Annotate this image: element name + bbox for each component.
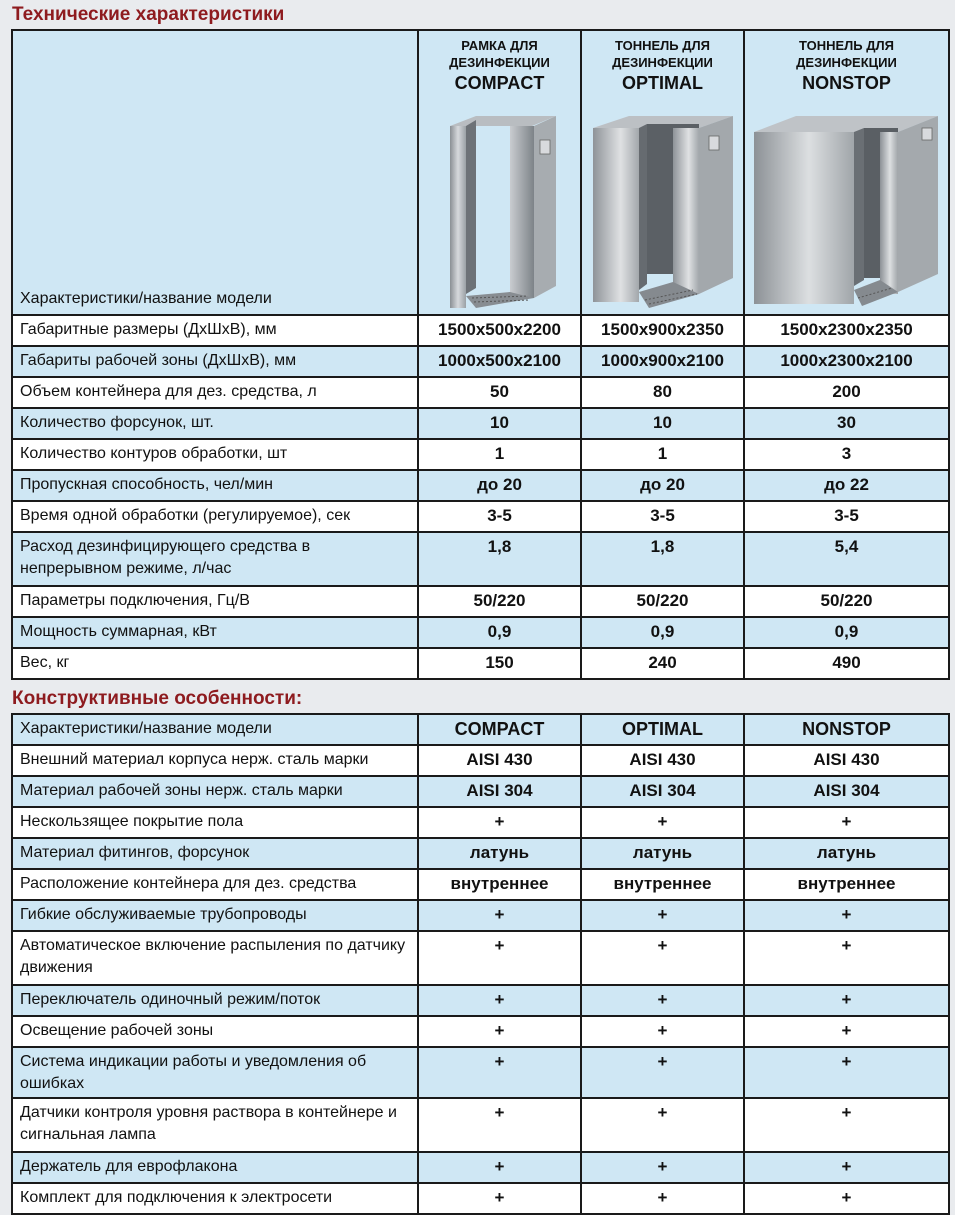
- row-value: +: [581, 985, 744, 1016]
- row-value: латунь: [581, 838, 744, 869]
- row-value: +: [418, 807, 581, 838]
- row-label: Объем контейнера для дез. средства, л: [12, 377, 418, 408]
- row-value: 490: [744, 648, 949, 679]
- row-value: AISI 304: [418, 776, 581, 807]
- row-value: внутреннее: [744, 869, 949, 900]
- table-row: [12, 617, 949, 648]
- row-value: AISI 304: [581, 776, 744, 807]
- table-row: [12, 532, 949, 586]
- model-name: NONSTOP: [744, 714, 949, 745]
- table-row: [12, 470, 949, 501]
- row-value: +: [744, 931, 949, 985]
- table-row: [12, 377, 949, 408]
- model-nonstop-header: [744, 30, 949, 315]
- table-row: [12, 869, 949, 900]
- row-value: +: [418, 1183, 581, 1214]
- table-row: [12, 1183, 949, 1214]
- row-label: Нескользящее покрытие пола: [12, 807, 418, 838]
- table-row: [12, 346, 949, 377]
- row-label: Количество форсунок, шт.: [12, 408, 418, 439]
- table-row: [12, 315, 949, 346]
- row-label: Автоматическое включение распыления по датчику движения: [12, 931, 418, 985]
- row-value: +: [581, 1183, 744, 1214]
- table-row: [12, 648, 949, 679]
- row-value: +: [744, 985, 949, 1016]
- row-value: +: [418, 1016, 581, 1047]
- row-value: 1: [418, 439, 581, 470]
- model-type: ТОННЕЛЬ ДЛЯ ДЕЗИНФЕКЦИИ: [796, 38, 897, 70]
- header-label: Характеристики/название модели: [12, 714, 418, 745]
- row-label: Параметры подключения, Гц/В: [12, 586, 418, 617]
- table-row: [12, 807, 949, 838]
- row-value: до 20: [581, 470, 744, 501]
- row-label: Освещение рабочей зоны: [12, 1016, 418, 1047]
- row-value: +: [581, 900, 744, 931]
- model-compact-header: [418, 30, 581, 315]
- header-label: Характеристики/название модели: [12, 30, 418, 315]
- row-value: +: [744, 1047, 949, 1098]
- row-value: до 20: [418, 470, 581, 501]
- optimal-tunnel-image: [582, 114, 743, 310]
- row-value: 0,9: [744, 617, 949, 648]
- row-label: Переключатель одиночный режим/поток: [12, 985, 418, 1016]
- row-label: Комплект для подключения к электросети: [12, 1183, 418, 1214]
- table-row: [12, 1098, 949, 1152]
- row-label: Держатель для еврофлакона: [12, 1152, 418, 1183]
- row-value: 50: [418, 377, 581, 408]
- row-label: Пропускная способность, чел/мин: [12, 470, 418, 501]
- table-row: [12, 838, 949, 869]
- row-value: 80: [581, 377, 744, 408]
- row-value: +: [418, 900, 581, 931]
- row-value: 5,4: [744, 532, 949, 586]
- table-row: [12, 931, 949, 985]
- model-name: OPTIMAL: [581, 714, 744, 745]
- row-value: 1,8: [581, 532, 744, 586]
- row-label: Время одной обработки (регулируемое), сек: [12, 501, 418, 532]
- table-row: [12, 1152, 949, 1183]
- row-value: +: [744, 1183, 949, 1214]
- row-value: 1500х2300х2350: [744, 315, 949, 346]
- row-value: 3-5: [744, 501, 949, 532]
- row-label: Датчики контроля уровня раствора в контейнере и сигнальная лампа: [12, 1098, 418, 1152]
- row-value: +: [581, 1098, 744, 1152]
- row-value: 240: [581, 648, 744, 679]
- row-value: AISI 304: [744, 776, 949, 807]
- row-label: Внешний материал корпуса нерж. сталь марки: [12, 745, 418, 776]
- row-value: 1000х500х2100: [418, 346, 581, 377]
- row-value: +: [418, 1152, 581, 1183]
- row-value: +: [744, 900, 949, 931]
- row-value: +: [418, 1047, 581, 1098]
- row-label: Гибкие обслуживаемые трубопроводы: [12, 900, 418, 931]
- row-value: 1: [581, 439, 744, 470]
- tech-section-title: Технические характеристики: [12, 4, 285, 25]
- row-value: 50/220: [744, 586, 949, 617]
- model-name: NONSTOP: [802, 73, 891, 93]
- row-value: до 22: [744, 470, 949, 501]
- row-value: +: [744, 807, 949, 838]
- row-label: Материал фитингов, форсунок: [12, 838, 418, 869]
- row-label: Материал рабочей зоны нерж. сталь марки: [12, 776, 418, 807]
- table-row: [12, 501, 949, 532]
- cons-section-title: Конструктивные особенности:: [12, 688, 303, 709]
- compact-frame-image: [419, 114, 580, 310]
- row-value: +: [581, 1016, 744, 1047]
- row-value: +: [418, 1098, 581, 1152]
- table-row: [12, 985, 949, 1016]
- model-type: ТОННЕЛЬ ДЛЯ ДЕЗИНФЕКЦИИ: [612, 38, 713, 70]
- row-value: внутреннее: [418, 869, 581, 900]
- table-row: [12, 1047, 949, 1098]
- tech-specs-table: [11, 29, 950, 680]
- row-value: 3: [744, 439, 949, 470]
- row-label: Вес, кг: [12, 648, 418, 679]
- row-value: +: [581, 1047, 744, 1098]
- row-value: внутреннее: [581, 869, 744, 900]
- row-value: AISI 430: [418, 745, 581, 776]
- model-type: РАМКА ДЛЯ ДЕЗИНФЕКЦИИ: [449, 38, 550, 70]
- row-value: AISI 430: [581, 745, 744, 776]
- row-label: Расход дезинфицирующего средства в непрерывном режиме, л/час: [12, 532, 418, 586]
- row-value: 0,9: [581, 617, 744, 648]
- table-row: [12, 900, 949, 931]
- model-name: COMPACT: [454, 73, 545, 93]
- row-label: Количество контуров обработки, шт: [12, 439, 418, 470]
- row-value: AISI 430: [744, 745, 949, 776]
- row-value: 1500х900х2350: [581, 315, 744, 346]
- table-row: [12, 776, 949, 807]
- model-name: OPTIMAL: [622, 73, 703, 93]
- row-value: 30: [744, 408, 949, 439]
- row-value: 150: [418, 648, 581, 679]
- row-value: +: [744, 1152, 949, 1183]
- table-row: [12, 586, 949, 617]
- table-row: [12, 439, 949, 470]
- row-value: 1000х900х2100: [581, 346, 744, 377]
- row-value: 1000х2300х2100: [744, 346, 949, 377]
- row-value: 200: [744, 377, 949, 408]
- row-label: Габаритные размеры (ДхШхВ), мм: [12, 315, 418, 346]
- row-value: 10: [418, 408, 581, 439]
- row-value: +: [581, 1152, 744, 1183]
- row-value: 50/220: [581, 586, 744, 617]
- model-header-row: [12, 30, 949, 315]
- table-row: [12, 1016, 949, 1047]
- table-row: [12, 408, 949, 439]
- construction-features-table: [11, 713, 950, 1215]
- row-value: 3-5: [418, 501, 581, 532]
- table-row: [12, 745, 949, 776]
- row-value: латунь: [744, 838, 949, 869]
- row-value: латунь: [418, 838, 581, 869]
- row-label: Габариты рабочей зоны (ДхШхВ), мм: [12, 346, 418, 377]
- row-value: +: [581, 931, 744, 985]
- row-value: 50/220: [418, 586, 581, 617]
- model-name: COMPACT: [418, 714, 581, 745]
- model-optimal-header: [581, 30, 744, 315]
- row-value: +: [744, 1098, 949, 1152]
- row-value: +: [581, 807, 744, 838]
- row-value: 1500х500х2200: [418, 315, 581, 346]
- row-value: 10: [581, 408, 744, 439]
- row-value: 0,9: [418, 617, 581, 648]
- row-value: 1,8: [418, 532, 581, 586]
- nonstop-tunnel-image: [745, 114, 948, 310]
- row-label: Система индикации работы и уведомления об ошибках: [12, 1047, 418, 1098]
- model-header-row: [12, 714, 949, 745]
- row-value: +: [418, 931, 581, 985]
- row-label: Расположение контейнера для дез. средства: [12, 869, 418, 900]
- row-label: Мощность суммарная, кВт: [12, 617, 418, 648]
- row-value: +: [418, 985, 581, 1016]
- row-value: 3-5: [581, 501, 744, 532]
- row-value: +: [744, 1016, 949, 1047]
